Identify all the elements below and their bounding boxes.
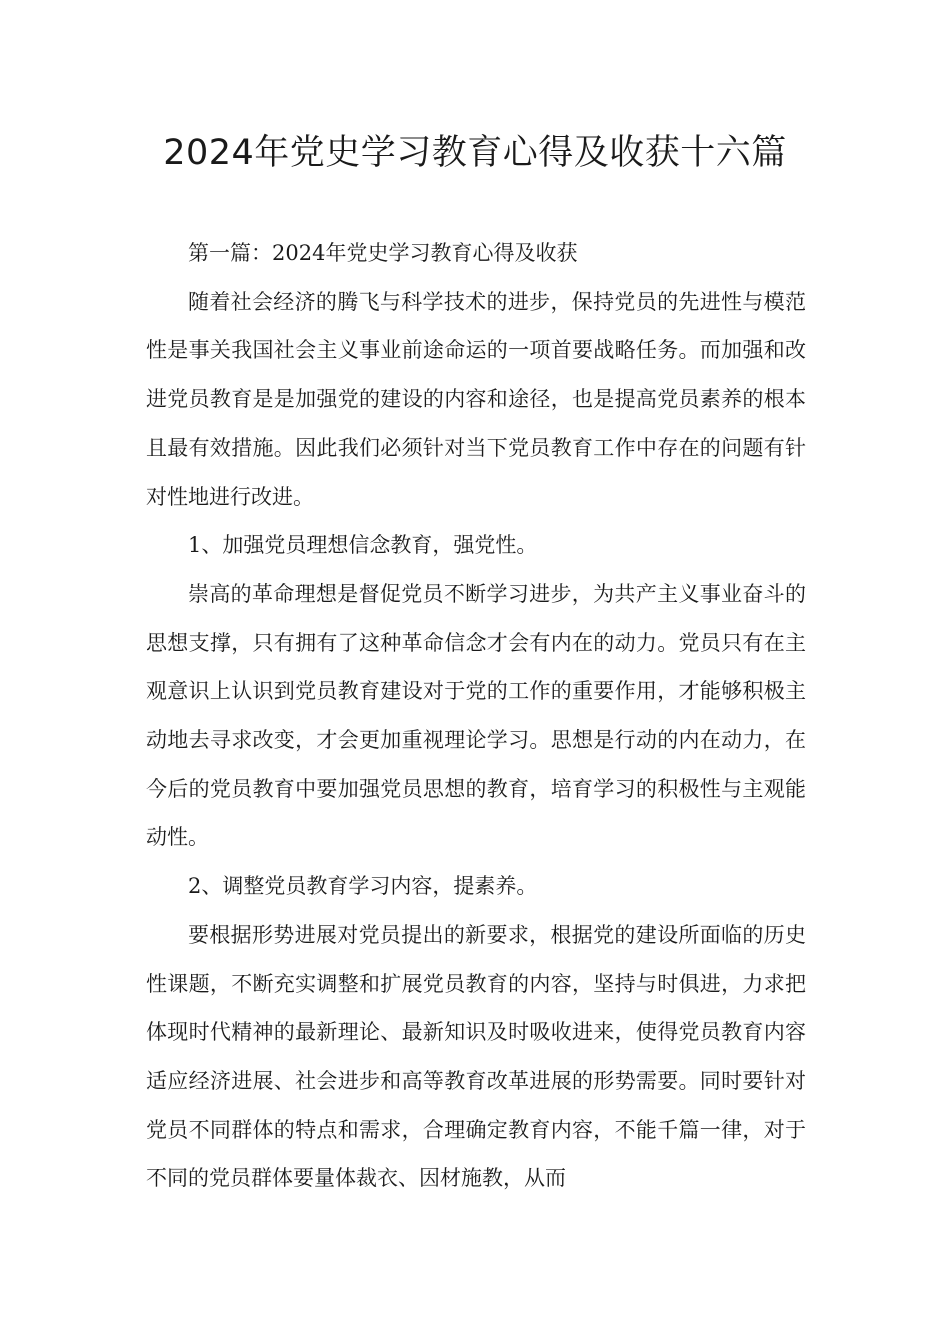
paragraph: 随着社会经济的腾飞与科学技术的进步，保持党员的先进性与模范性是事关我国社会主义事业前途命运的一项首要战略任务。而加强和改进党员教育是是加强党的建设的内容和途径，也是提高党员素养的根本且最有效措施。因此我们必须针对当下党员教育工作中存在的问题有针对性地进行改进。 (146, 289, 806, 509)
paragraph-point-heading: 1、加强党员理想信念教育，强党性。 (188, 533, 538, 558)
paragraph-section-heading: 第一篇：2024年党史学习教育心得及收获 (188, 241, 578, 265)
paragraph-point-heading: 2、调整党员教育学习内容，提素养。 (188, 874, 538, 899)
document-body (146, 229, 806, 1203)
paragraph: 崇高的革命理想是督促党员不断学习进步，为共产主义事业奋斗的思想支撑，只有拥有了这种革命信念才会有内在的动力。党员只有在主观意识上认识到党员教育建设对于党的工作的重要作用，才能够积极主动地去寻求改变，才会更加重视理论学习。思想是行动的内在动力，在今后的党员教育中要加强党员思想的教育，培育学习的积极性与主观能动性。 (146, 581, 806, 850)
paragraph: 要根据形势进展对党员提出的新要求，根据党的建设所面临的历史性课题，不断充实调整和扩展党员教育的内容，坚持与时俱进，力求把体现时代精神的最新理论、最新知识及时吸收进来，使得党员教育内容适应经济进展、社会进步和高等教育改革进展的形势需要。同时要针对党员不同群体的特点和需求，合理确定教育内容，不能千篇一律，对于不同的党员群体要量体裁衣、因材施教，从而 (146, 922, 806, 1191)
document-title: 2024年党史学习教育心得及收获十六篇 (163, 133, 787, 173)
